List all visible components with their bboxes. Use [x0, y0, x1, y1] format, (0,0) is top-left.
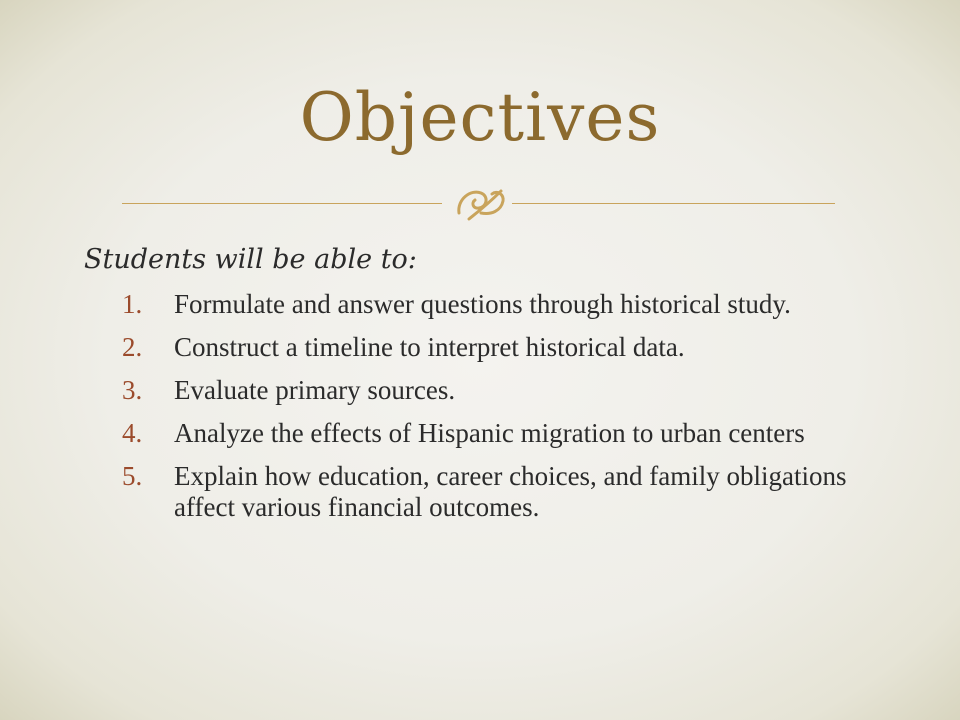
objective-item: [122, 289, 882, 320]
objective-item: [122, 461, 882, 523]
slide-subtitle: Students will be able to:: [84, 244, 417, 275]
objective-number: 2.: [122, 332, 143, 362]
objective-text: Explain how education, career choices, and family obligations affect various financial outcomes.: [174, 461, 847, 522]
objective-text: Formulate and answer questions through historical study.: [174, 289, 791, 319]
objective-item: [122, 418, 882, 449]
flourish-icon: [447, 181, 513, 225]
objective-item: [122, 375, 882, 406]
objective-item: [122, 332, 882, 363]
objective-text: Construct a timeline to interpret historical data.: [174, 332, 685, 362]
divider-line-left: [122, 203, 442, 204]
divider-line-right: [512, 203, 835, 204]
objective-number: 3.: [122, 375, 143, 405]
objective-text: Evaluate primary sources.: [174, 375, 456, 405]
objective-number: 4.: [122, 418, 143, 448]
slide-title: Objectives: [299, 79, 661, 156]
objective-number: 5.: [122, 461, 143, 491]
objective-number: 1.: [122, 289, 143, 319]
objective-text: Analyze the effects of Hispanic migration to urban centers: [174, 418, 805, 448]
objectives-list: [122, 289, 882, 535]
